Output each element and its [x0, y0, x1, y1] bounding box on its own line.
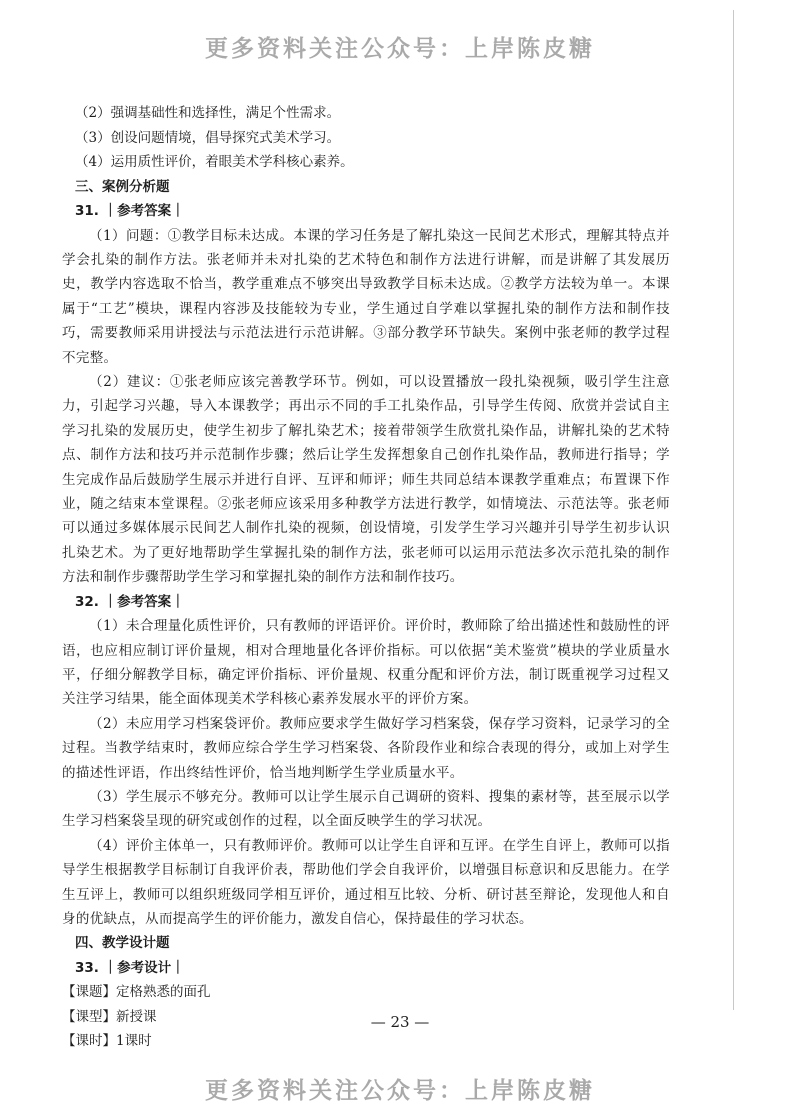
design-type-value: 新授课	[116, 1008, 157, 1025]
q31-paragraph-suggestions: （2）建议：①张老师应该完善教学环节。例如，可以设置播放一段扎染视频，吸引学生注意力，引起学习兴趣，导入本课教学；再出示不同的手工扎染作品，引导学生传阅、欣赏并尝试自主学习扎染的发展历史，使学生初步了解扎染艺术；接着带领学生欣赏扎染作品，讲解扎染的艺术特点、制作方法和技巧并示范制作步骤；然后让学生发挥想象自己创作扎染作品，教师进行指导；学生完成作品后鼓励学生展示并进行自评、互评和师评；师生共同总结本课教学重难点；布置课下作业，随之结束本堂课程。②张老师应该采用多种教学方法进行教学，如情境法、示范法等。张老师可以通过多媒体展示民间艺人制作扎染的视频，创设情境，引发学生学习兴趣并引导学生初步认识扎染艺术。为了更好地帮助学生掌握扎染的制作方法，张老师可以运用示范法多次示范扎染的制作方法和制作步骤帮助学生学习和掌握扎染的制作方法和制作技巧。	[62, 373, 670, 586]
page-number: — 23 —	[370, 1013, 430, 1031]
q31-answer-label: 31. ｜参考答案｜	[75, 203, 185, 219]
q32-paragraph-2: （2）未应用学习档案袋评价。教师应要求学生做好学习档案袋，保存学习资料，记录学习的全过程。当教学结束时，教师应综合学生学习档案袋、各阶段作业和综合表现的得分，或加上对学生的描述性评语，作出终结性评价，恰当地判断学生学业质量水平。	[62, 715, 670, 781]
q33-design-label: 33. ｜参考设计｜	[75, 959, 185, 976]
q32-answer-label: 32. ｜参考答案｜	[75, 593, 185, 610]
design-topic	[62, 980, 670, 1005]
watermark-banner-bottom: 更多资料关注公众号：上岸陈皮糖	[205, 1078, 595, 1104]
design-topic-label: 【课题】	[62, 984, 116, 1001]
list-item: （3）创设问题情境，倡导探究式美术学习。	[75, 129, 341, 146]
section-heading-case-analysis: 三、案例分析题	[75, 178, 170, 195]
q32-paragraph-1: （1）未合理量化质性评价，只有教师的评语评价。评价时，教师除了给出描述性和鼓励性的评语，也应相应制订评价量规，相对合理地量化各评价指标。可以依据“美术鉴赏”模块的学业质量水平，仔细分解教学目标，确定评价指标、评价量规、权重分配和评价方法，制订既重视学习过程又关注学习结果，能全面体现美术学科核心素养发展水平的评价方案。	[62, 618, 670, 708]
watermark-banner-top: 更多资料关注公众号：上岸陈皮糖	[205, 36, 595, 62]
page-edge-rule	[733, 10, 734, 1010]
design-hours-value: 1课时	[116, 1033, 152, 1050]
design-hours-label: 【课时】	[62, 1033, 116, 1050]
q32-paragraph-4: （4）评价主体单一，只有教师评价。教师可以让学生自评和互评。在学生自评上，教师可以指导学生根据教学目标制订自我评价表，帮助他们学会自我评价，以增强目标意识和反思能力。在学生互评上，教师可以组织班级同学相互评价，通过相互比较、分析、研讨甚至辩论，发现他人和自身的优缺点，从而提高学生的评价能力，激发自信心，保持最佳的学习状态。	[62, 837, 670, 927]
section-heading-teaching-design: 四、教学设计题	[75, 935, 170, 952]
list-item: （4）运用质性评价，着眼美术学科核心素养。	[75, 154, 354, 170]
page-content	[62, 101, 670, 1054]
q32-paragraph-3: （3）学生展示不够充分。教师可以让学生展示自己调研的资料、搜集的素材等，甚至展示以学生学习档案袋呈现的研究或创作的过程，以全面反映学生的学习状况。	[62, 788, 670, 830]
list-item: （2）强调基础性和选择性，满足个性需求。	[75, 105, 341, 121]
design-topic-value: 定格熟悉的面孔	[116, 984, 211, 1001]
q31-paragraph-problems: （1）问题：①教学目标未达成。本课的学习任务是了解扎染这一民间艺术形式，理解其特点并学会扎染的制作方法。张老师并未对扎染的艺术特色和制作方法进行讲解，而是讲解了其发展历史，教学内容选取不恰当，教学重难点不够突出导致教学目标未达成。②教学方法较为单一。本课属于“工艺”模块，课程内容涉及技能较为专业，学生通过自学难以掌握扎染的制作方法和制作技巧，需要教师采用讲授法与示范法进行示范讲解。③部分教学环节缺失。案例中张老师的教学过程不完整。	[62, 227, 670, 366]
design-type-label: 【课型】	[62, 1008, 116, 1025]
design-hours	[62, 1029, 670, 1054]
